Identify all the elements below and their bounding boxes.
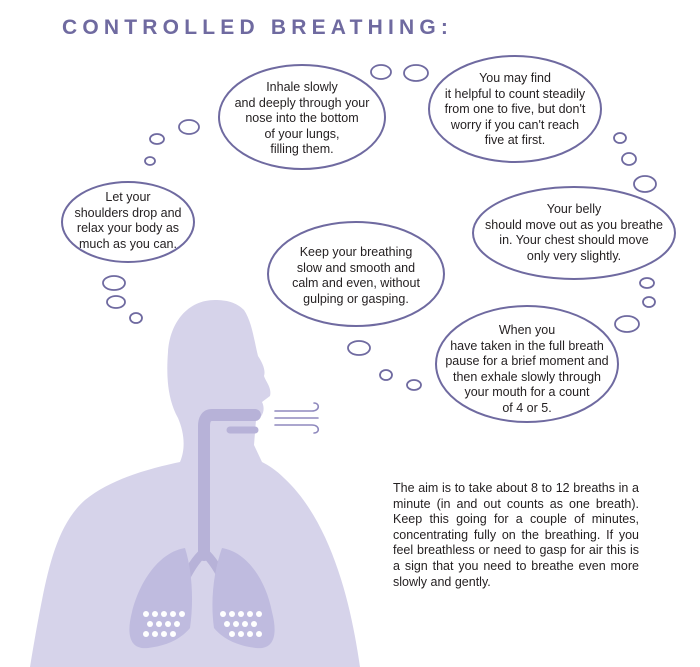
bubble-line: in. Your chest should move — [499, 233, 649, 248]
bubble-line: of 4 or 5. — [502, 400, 552, 415]
breath-lines — [275, 403, 318, 433]
bubble-line: calm and even, without — [292, 276, 420, 291]
bubble-line: Let your — [105, 190, 151, 204]
bubble-line: You may find — [479, 71, 551, 85]
bubble-text-shoulders — [68, 190, 188, 252]
bubble-text-belly — [476, 202, 672, 264]
body-silhouette — [30, 300, 360, 667]
bubble-line: have taken in the full breath — [450, 338, 604, 353]
bubble-line: filling them. — [270, 142, 334, 157]
page-title: CONTROLLED BREATHING: — [62, 16, 454, 39]
bubble-line: When you — [498, 323, 556, 337]
bubble-line: then exhale slowly through — [452, 369, 601, 384]
bubble-line: only very slightly. — [526, 248, 622, 263]
bubble-line: worry if you can't reach — [450, 117, 580, 132]
bubble-line: your mouth for a count — [464, 385, 590, 400]
bubble-line: pause for a brief moment and — [445, 354, 609, 369]
bubble-line: slow and smooth and — [296, 260, 416, 275]
bubble-line: five at first. — [484, 133, 546, 148]
bubble-line: should move out as you breathe — [485, 217, 663, 232]
bubble-line: from one to five, but don't — [444, 102, 586, 117]
bubble-text-exhale — [440, 323, 614, 417]
bubble-line: shoulders drop and — [74, 205, 182, 220]
bubble-line: it helpful to count steadily — [444, 86, 586, 101]
bubble-line: gulping or gasping. — [303, 291, 409, 306]
bubble-line: relax your body as — [76, 221, 180, 236]
bubble-line: Keep your breathing — [299, 245, 413, 259]
bubble-text-smooth — [270, 245, 442, 307]
bubble-text-count — [432, 71, 598, 149]
bubble-line: much as you can. — [79, 236, 177, 251]
bubble-line: nose into the bottom — [245, 111, 359, 126]
bubble-line: of your lungs, — [264, 126, 340, 141]
bubble-line: and deeply through your — [234, 95, 370, 110]
bubble-line: Inhale slowly — [266, 80, 338, 94]
instruction-paragraph: The aim is to take about 8 to 12 breaths in a minute (in and out counts as one breath). Keep this going for a couple of minutes, concentrating fully on the breathing. If you feel breathless or need to gasp for air this is a sign that you need to breathe even more slowly and gently. — [393, 481, 639, 589]
bubble-text-inhale — [222, 80, 382, 158]
bubble-line: Your belly — [546, 202, 602, 216]
